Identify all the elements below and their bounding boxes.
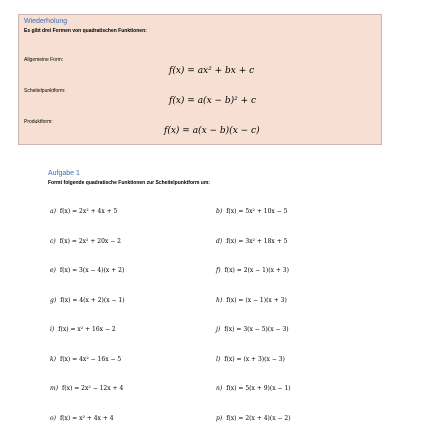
exercise-item xyxy=(50,326,116,333)
exercise-label: p) xyxy=(216,414,223,422)
exercise-item xyxy=(50,267,124,274)
exercise-label: d) xyxy=(216,237,223,245)
repetition-title: Wiederholung xyxy=(24,18,68,25)
exercise-item xyxy=(216,356,285,363)
exercise-item xyxy=(50,208,117,215)
exercise-item xyxy=(50,356,121,363)
exercise-item xyxy=(50,385,123,392)
exercise-item xyxy=(216,326,289,333)
task-description: Formt folgende quadratische Funktionen zur Scheitelpunktform um: xyxy=(48,180,210,186)
exercise-item xyxy=(216,267,289,274)
exercise-item xyxy=(50,297,125,304)
exercise-item xyxy=(216,385,291,392)
exercise-item xyxy=(216,415,291,422)
exercise-expression: f(x) = 4x² − 16x − 5 xyxy=(59,355,122,363)
exercise-expression: f(x) = 2x² − 12x + 4 xyxy=(62,385,124,392)
repetition-box xyxy=(18,14,382,145)
general-form-label: Allgemeine Form: xyxy=(24,57,64,63)
product-form-label: Produktform: xyxy=(24,119,53,125)
exercise-expression: f(x) = 2(x + 4)(x − 2) xyxy=(226,414,291,422)
exercise-label: j) xyxy=(216,326,221,333)
exercise-label: f) xyxy=(216,267,221,274)
exercise-expression: f(x) = (x − 1)(x + 3) xyxy=(226,296,287,304)
exercise-expression: f(x) = 2x² + 4x + 5 xyxy=(59,208,118,215)
exercise-label: a) xyxy=(50,208,56,215)
exercise-label: o) xyxy=(50,414,56,422)
exercise-item xyxy=(50,415,114,422)
vertex-form-label: Scheitelpunktform: xyxy=(24,88,66,94)
exercise-expression: f(x) = x² + 16x − 2 xyxy=(58,326,116,333)
exercise-expression: f(x) = 3(x − 5)(x − 3) xyxy=(224,326,289,333)
exercise-label: c) xyxy=(50,237,56,245)
exercise-label: i) xyxy=(50,326,55,333)
exercise-label: b) xyxy=(216,208,223,215)
exercise-label: n) xyxy=(216,385,223,392)
exercise-label: e) xyxy=(50,267,56,274)
exercise-expression: f(x) = (x + 3)(x − 3) xyxy=(224,355,285,363)
exercise-label: l) xyxy=(216,355,221,363)
exercise-expression: f(x) = 2x² + 20x − 2 xyxy=(59,237,121,245)
exercise-expression: f(x) = 2(x − 1)(x + 3) xyxy=(224,267,289,274)
exercise-item xyxy=(216,297,287,304)
exercise-item xyxy=(216,238,287,245)
exercise-expression: f(x) = x² + 4x + 4 xyxy=(59,414,114,422)
exercise-label: h) xyxy=(216,296,223,304)
task-title: Aufgabe 1 xyxy=(48,170,80,177)
product-form-formula: f(x) = a(x − b)(x − c) xyxy=(164,126,260,136)
general-form-formula: f(x) = ax² + bx + c xyxy=(169,66,255,76)
exercise-item xyxy=(50,238,121,245)
exercise-expression: f(x) = 5x² + 10x − 5 xyxy=(226,208,288,215)
exercise-label: k) xyxy=(50,355,56,363)
exercise-label: g) xyxy=(50,296,57,304)
exercise-expression: f(x) = 3(x − 4)(x + 2) xyxy=(59,267,125,274)
exercise-label: m) xyxy=(50,385,59,392)
exercise-expression: f(x) = 3x² + 18x + 5 xyxy=(226,237,288,245)
repetition-intro: Es gibt drei Formen von quadratischen Funktionen: xyxy=(24,28,147,34)
exercise-expression: f(x) = 4(x + 2)(x − 1) xyxy=(60,296,125,304)
exercise-expression: f(x) = 5(x + 9)(x − 1) xyxy=(226,385,291,392)
vertex-form-formula: f(x) = a(x − b)² + c xyxy=(169,96,257,106)
exercise-item xyxy=(216,208,287,215)
